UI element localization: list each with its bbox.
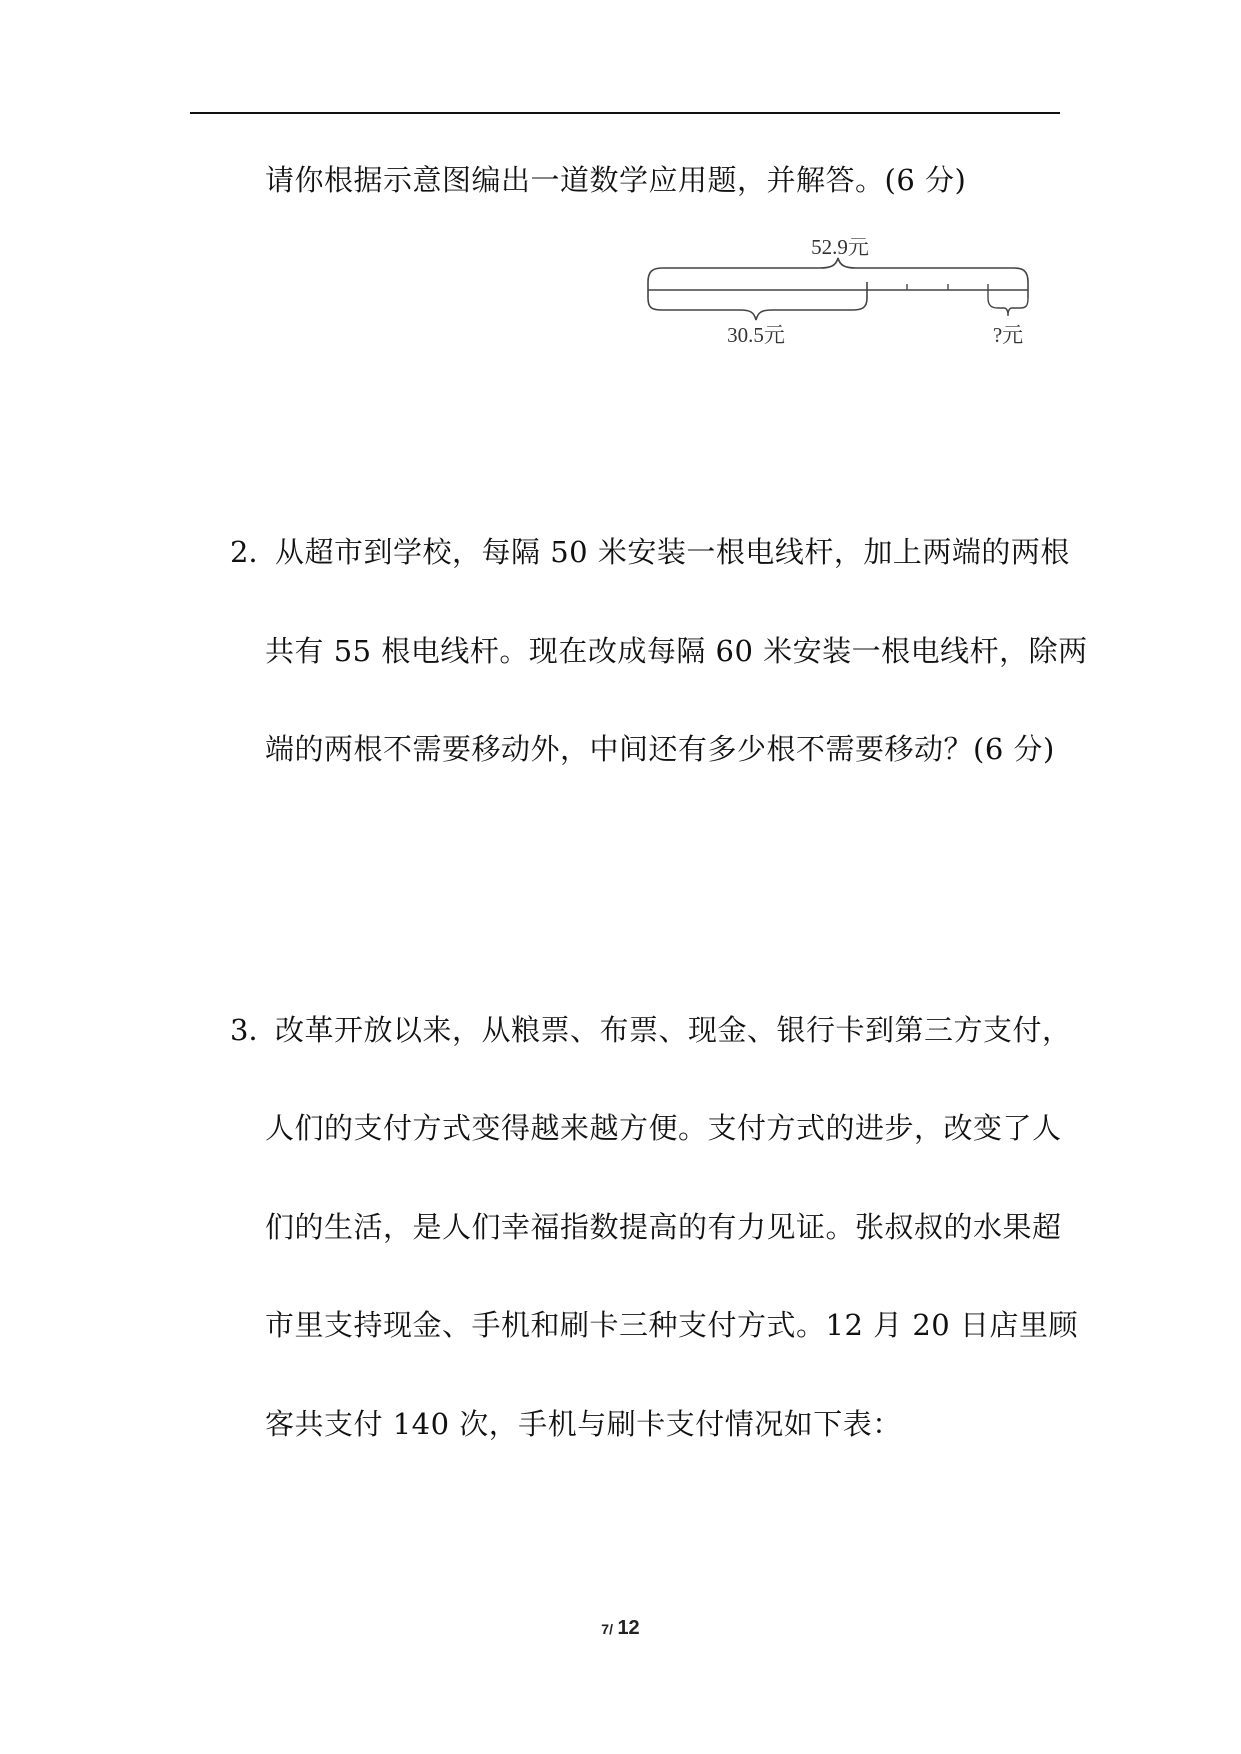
page-total: 12 (617, 1617, 640, 1639)
unknown-brace (988, 298, 1028, 316)
q3-line-3: 们的生活，是人们幸福指数提高的有力见证。张叔叔的水果超 (265, 1210, 1062, 1244)
page-separator: / (609, 1621, 613, 1637)
header-rule (190, 112, 1060, 114)
q2-number: 2． (230, 535, 278, 569)
page-number (0, 1617, 1241, 1640)
page-current: 7 (601, 1621, 610, 1637)
q2-line-3: 端的两根不需要移动外，中间还有多少根不需要移动？(6 分) (265, 732, 1055, 766)
intro-text: 请你根据示意图编出一道数学应用题，并解答。(6 分) (265, 163, 967, 197)
total-label: 52.9元 (811, 238, 869, 259)
part-label: 30.5元 (727, 323, 785, 347)
total-brace (648, 258, 1028, 282)
part-brace (648, 298, 867, 320)
q2-line-1: 从超市到学校，每隔 50 米安装一根电线杆，加上两端的两根 (275, 535, 1070, 569)
q3-line-2: 人们的支付方式变得越来越方便。支付方式的进步，改变了人 (265, 1111, 1062, 1145)
q3-line-4: 市里支持现金、手机和刷卡三种支付方式。12 月 20 日店里顾 (265, 1308, 1078, 1342)
q3-number: 3． (230, 1013, 278, 1047)
q3-line-1: 改革开放以来，从粮票、布票、现金、银行卡到第三方支付， (275, 1013, 1072, 1047)
unknown-label: ?元 (992, 323, 1024, 347)
q2-line-2: 共有 55 根电线杆。现在改成每隔 60 米安装一根电线杆，除两 (265, 634, 1088, 668)
line-segment-diagram (640, 238, 1040, 348)
q3-line-5: 客共支付 140 次，手机与刷卡支付情况如下表： (265, 1407, 902, 1441)
